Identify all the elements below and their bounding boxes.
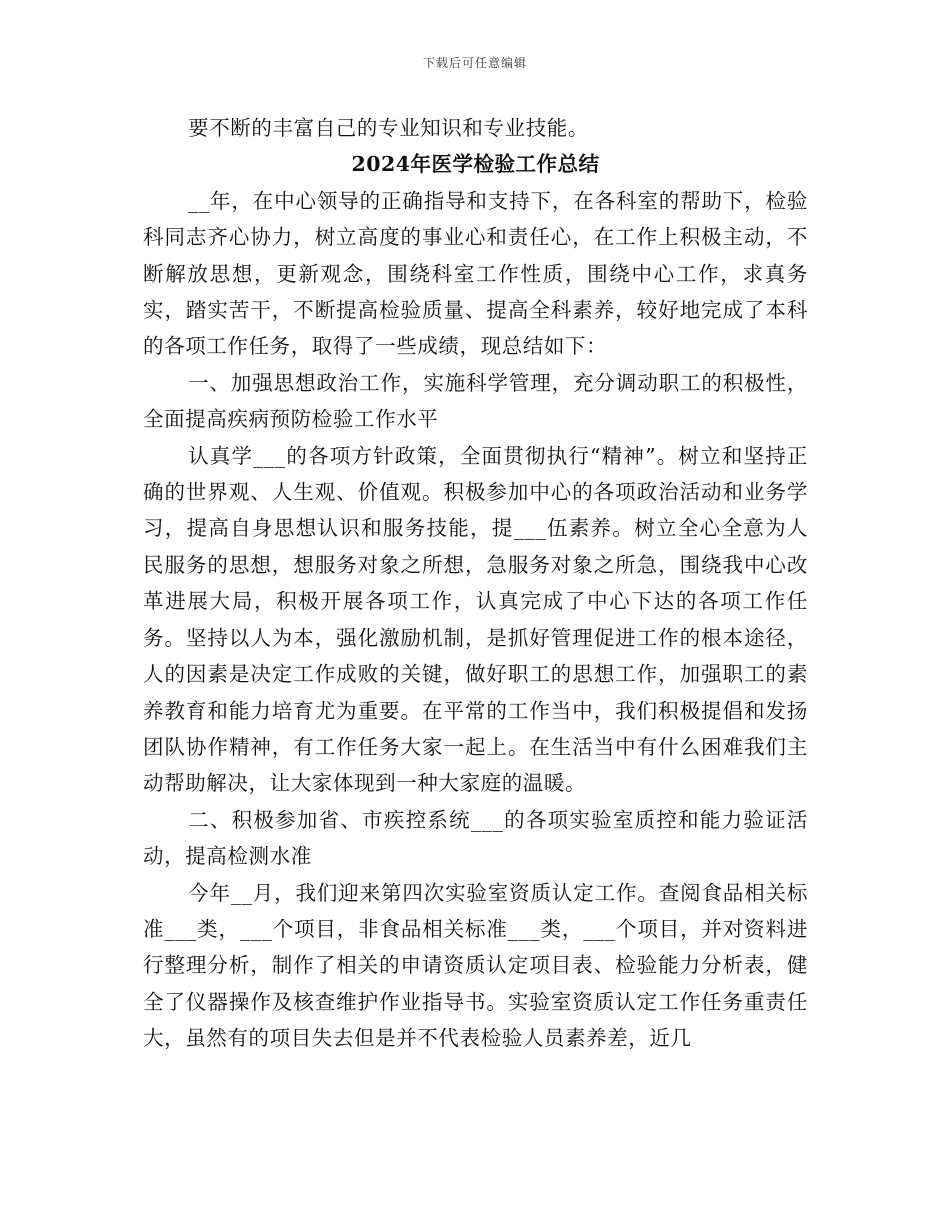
paragraph-intro: __年，在中心领导的正确指导和支持下，在各科室的帮助下，检验科同志齐心协力，树立高度的事业心和责任心，在工作上积极主动，不断解放思想，更新观念，围绕科室工作性质，围绕中心工作，求真务实，踏实苦干，不断提高检验质量、提高全科素养，较好地完成了本科的各项工作任务，取得了一些成绩，现总结如下： xyxy=(143,188,808,359)
page-header-note: 下载后可任意编辑 xyxy=(422,56,527,70)
section-heading-2: 二、积极参加省、市疾控系统___的各项实验室质控和能力验证活动，提高检测水准 xyxy=(143,807,808,869)
document-body xyxy=(143,110,808,1057)
paragraph-section-1: 认真学___的各项方针政策，全面贯彻执行“精神”。树立和坚持正确的世界观、人生观、价值观。积极参加中心的各项政治活动和业务学习，提高自身思想认识和服务技能，提___伍素养。树立全心全意为人民服务的思想，想服务对象之所想，急服务对象之所急，围绕我中心改革进展大局，积极开展各项工作，认真完成了中心下达的各项工作任务。坚持以人为本，强化激励机制，是抓好管理促进工作的根本途径，人的因素是决定工作成败的关键，做好职工的思想工作，加强职工的素养教育和能力培育尤为重要。在平常的工作当中，我们积极提倡和发扬团队协作精神，有工作任务大家一起上。在生活当中有什么困难我们主动帮助解决，让大家体现到一种大家庭的温暖。 xyxy=(143,443,808,796)
lead-paragraph: 要不断的丰富自己的专业知识和专业技能。 xyxy=(188,116,589,140)
paragraph-section-2: 今年__月，我们迎来第四次实验室资质认定工作。查阅食品相关标准___类，___个项目，非食品相关标准___类，___个项目，并对资料进行整理分析，制作了相关的申请资质认定项目表、检验能力分析表，健全了仪器操作及核查维护作业指导书。实验室资质认定工作任务重责任大，虽然有的项目失去但是并不代表检验人员素养差，近几 xyxy=(143,880,808,1051)
document-title: 2024年医学检验工作总结 xyxy=(351,152,600,177)
section-heading-1: 一、加强思想政治工作，实施科学管理，充分调动职工的积极性，全面提高疾病预防检验工作水平 xyxy=(143,370,808,432)
